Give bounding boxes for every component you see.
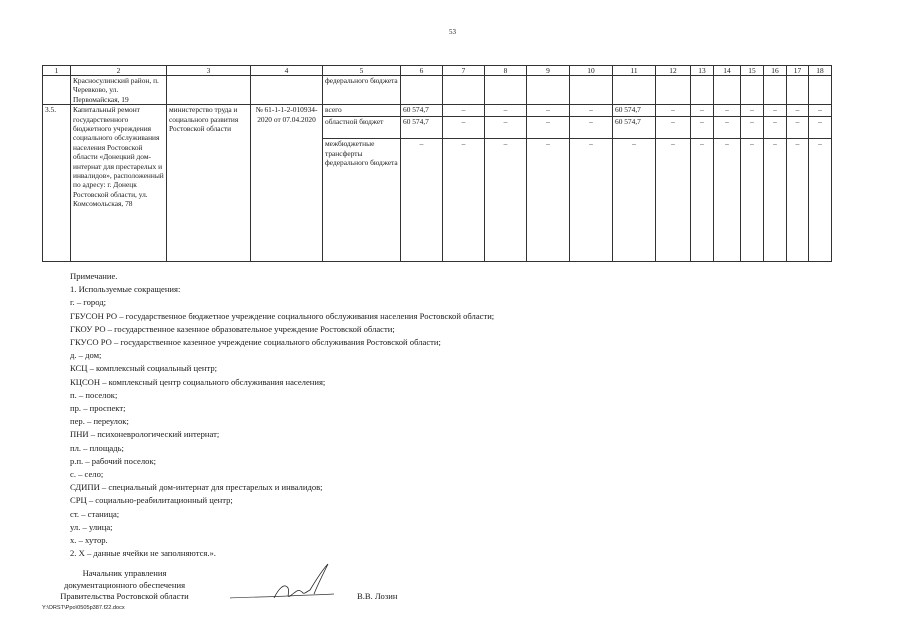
header-cell: 8 <box>485 66 527 76</box>
value-cell: – <box>787 117 809 139</box>
note-line: 1. Используемые сокращения: <box>70 284 181 295</box>
note-line: ПНИ – психоневрологический интернат; <box>70 429 220 440</box>
value-cell: – <box>485 139 527 262</box>
value-cell: – <box>714 105 741 117</box>
value-cell: – <box>691 105 714 117</box>
header-cell: 4 <box>251 66 323 76</box>
value-cell: – <box>809 117 832 139</box>
value-cell: – <box>714 117 741 139</box>
header-cell: 11 <box>613 66 656 76</box>
object-name: Капитальный ремонт государственного бюджетного учреждения социального обслуживания населения Ростовской области «Донецкий дом-интернат для престарелых и инвалидов», расположенный по адресу: г. Донецк Ростовской области, ул. Комсомольская, 78 <box>71 105 167 262</box>
value-cell: – <box>443 117 485 139</box>
value-cell: – <box>787 105 809 117</box>
header-cell: 2 <box>71 66 167 76</box>
value-cell: 60 574,7 <box>401 117 443 139</box>
value-cell: – <box>691 117 714 139</box>
value-cell: 60 574,7 <box>401 105 443 117</box>
value-cell: 60 574,7 <box>613 117 656 139</box>
note-line: р.п. – рабочий поселок; <box>70 455 157 466</box>
value-cell: – <box>764 105 787 117</box>
table-row <box>43 105 832 117</box>
value-cell: – <box>527 117 570 139</box>
funding-source: областной бюджет <box>323 117 401 139</box>
note-line: пл. – площадь; <box>70 442 124 453</box>
note-line: ст. – станица; <box>70 508 120 519</box>
header-cell: 14 <box>714 66 741 76</box>
handwritten-signature <box>228 562 338 608</box>
header-cell: 10 <box>570 66 613 76</box>
header-cell: 17 <box>787 66 809 76</box>
value-cell: – <box>485 117 527 139</box>
value-cell: – <box>764 117 787 139</box>
header-cell: 7 <box>443 66 485 76</box>
value-cell: – <box>741 105 764 117</box>
signatory-title <box>42 568 207 603</box>
value-cell: – <box>764 139 787 262</box>
row-number: 3.5. <box>43 105 71 262</box>
header-cell: 6 <box>401 66 443 76</box>
value-cell: – <box>570 105 613 117</box>
note-line: д. – дом; <box>70 350 102 361</box>
customer: министерство труда и социального развития Ростовской области <box>167 105 251 262</box>
object-name: Красносулинский район, п. Черевково, ул. Первомайская, 19 <box>71 76 167 105</box>
header-cell: 18 <box>809 66 832 76</box>
signatory-title-line: Начальник управления <box>82 568 167 578</box>
header-cell: 1 <box>43 66 71 76</box>
header-cell: 3 <box>167 66 251 76</box>
value-cell: – <box>714 139 741 262</box>
header-cell: 9 <box>527 66 570 76</box>
value-cell: – <box>527 139 570 262</box>
notes-section <box>70 270 494 560</box>
value-cell: – <box>691 139 714 262</box>
funding-source: межбюджетные трансферты федерального бюджета <box>323 139 401 262</box>
note-line: х. – хутор. <box>70 535 108 546</box>
expertise-doc: № 61-1-1-2-010934-2020 от 07.04.2020 <box>251 105 323 262</box>
note-line: СДИПИ – специальный дом-интернат для престарелых и инвалидов; <box>70 482 323 493</box>
file-path: Y:\ORST\Ppo\0505p387.f22.docx <box>42 605 125 611</box>
value-cell: – <box>656 105 691 117</box>
value-cell: – <box>809 105 832 117</box>
header-cell: 15 <box>741 66 764 76</box>
note-line: ул. – улица; <box>70 521 113 532</box>
header-cell: 12 <box>656 66 691 76</box>
page-number: 53 <box>449 28 456 36</box>
value-cell: – <box>809 139 832 262</box>
value-cell: – <box>570 139 613 262</box>
value-cell: – <box>443 105 485 117</box>
value-cell: – <box>401 139 443 262</box>
signatory-title-line: Правительства Ростовской области <box>60 591 189 601</box>
value-cell: – <box>527 105 570 117</box>
note-line: 2. Х – данные ячейки не заполняются.». <box>70 548 216 559</box>
header-cell: 16 <box>764 66 787 76</box>
note-line: КЦСОН – комплексный центр социального обслуживания населения; <box>70 376 326 387</box>
header-cell: 13 <box>691 66 714 76</box>
signatory-title-line: документационного обеспечения <box>63 579 186 590</box>
value-cell: – <box>485 105 527 117</box>
value-cell: – <box>741 117 764 139</box>
note-line: пер. – переулок; <box>70 416 129 427</box>
value-cell: – <box>570 117 613 139</box>
note-line: ГКОУ РО – государственное казенное образовательное учреждение Ростовской области; <box>70 323 395 334</box>
continued-row <box>43 76 832 105</box>
note-line: ГКУСО РО – государственное казенное учреждение социального обслуживания Ростовской области; <box>70 337 441 348</box>
value-cell: – <box>443 139 485 262</box>
header-cell: 5 <box>323 66 401 76</box>
value-cell: – <box>787 139 809 262</box>
note-line: п. – поселок; <box>70 389 118 400</box>
note-line: пр. – проспект; <box>70 403 126 414</box>
value-cell: – <box>656 139 691 262</box>
funding-source: федерального бюджета <box>323 76 401 105</box>
note-line: с. – село; <box>70 469 104 480</box>
note-line: г. – город; <box>70 297 107 308</box>
value-cell: 60 574,7 <box>613 105 656 117</box>
note-line: СРЦ – социально-реабилитационный центр; <box>70 495 233 506</box>
funding-source: всего <box>323 105 401 117</box>
signatory-name: В.В. Лозин <box>357 591 398 601</box>
header-row <box>43 66 832 76</box>
value-cell: – <box>613 139 656 262</box>
value-cell: – <box>656 117 691 139</box>
value-cell: – <box>741 139 764 262</box>
program-table <box>42 65 832 262</box>
note-line: КСЦ – комплексный социальный центр; <box>70 363 218 374</box>
note-line: ГБУСОН РО – государственное бюджетное учреждение социального обслуживания населения Ростовской области; <box>70 310 495 321</box>
note-line: Примечание. <box>70 271 118 281</box>
